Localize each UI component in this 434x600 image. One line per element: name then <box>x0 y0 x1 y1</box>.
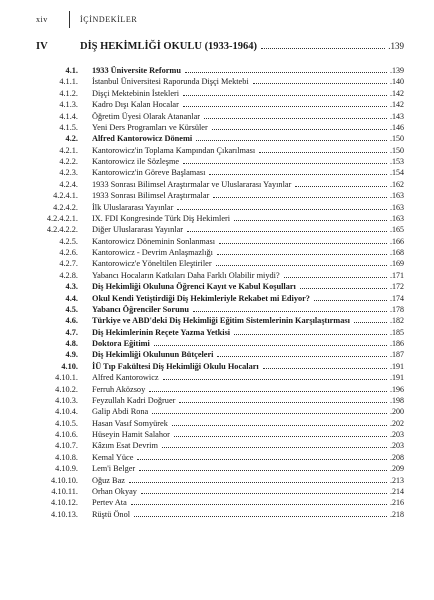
entry-title: Okul Kendi Yetiştirdiği Diş Hekimleriyle Rekabet mi Ediyor? <box>92 293 310 303</box>
entry-number: 4.10.4. <box>55 407 78 417</box>
dot-leader <box>179 402 387 403</box>
dot-leader <box>172 425 387 426</box>
entry-number: 4.6. <box>65 316 78 326</box>
entry-title: Feyzullah Kadri Doğruer <box>92 395 176 405</box>
entry-page: .200 <box>390 407 404 417</box>
entry-title: Yabancı Öğrenciler Sorunu <box>92 304 189 314</box>
dot-leader <box>217 356 387 357</box>
entry-number: 4.10.11. <box>51 486 78 496</box>
toc-list <box>36 65 404 520</box>
entry-page: .142 <box>390 100 404 110</box>
dot-leader <box>204 118 387 119</box>
chapter-heading[interactable] <box>36 41 404 55</box>
toc-entry[interactable] <box>36 258 404 269</box>
entry-title: Hasan Vasıf Somyürek <box>92 418 168 428</box>
entry-title: Diş Hekimliği Okuluna Öğrenci Kayıt ve Kabul Koşulları <box>92 282 296 292</box>
toc-entry[interactable] <box>36 156 404 167</box>
dot-leader <box>234 334 387 335</box>
entry-page: .198 <box>390 395 404 405</box>
entry-page: .163 <box>390 202 404 212</box>
dot-leader <box>174 436 387 437</box>
dot-leader <box>261 48 385 49</box>
entry-number: 4.2.4.2. <box>53 202 78 212</box>
entry-title: Kemal Yüce <box>92 452 134 462</box>
entry-number: 4.3. <box>65 282 78 292</box>
toc-entry[interactable] <box>36 475 404 486</box>
entry-number: 4.2.3. <box>59 168 78 178</box>
dot-leader <box>234 220 387 221</box>
dot-leader <box>213 197 387 198</box>
entry-number: 4.10.2. <box>55 384 78 394</box>
dot-leader <box>137 459 387 460</box>
entry-page: .166 <box>390 236 404 246</box>
dot-leader <box>219 243 387 244</box>
entry-page: .172 <box>390 282 404 292</box>
toc-entry[interactable] <box>36 349 404 360</box>
toc-entry[interactable] <box>36 213 404 224</box>
toc-entry[interactable] <box>36 372 404 383</box>
entry-page: .153 <box>390 157 404 166</box>
entry-number: 4.2.4.1. <box>53 191 78 201</box>
toc-entry[interactable] <box>36 76 404 87</box>
toc-entry[interactable] <box>36 99 404 110</box>
toc-entry[interactable] <box>36 122 404 133</box>
page-header <box>0 0 434 40</box>
entry-page: .140 <box>390 77 404 87</box>
toc-entry[interactable] <box>36 395 404 406</box>
dot-leader <box>196 140 387 141</box>
entry-number: 4.2.1. <box>59 145 78 155</box>
entry-title: Orhan Okyay <box>92 486 137 496</box>
entry-number: 4.1.5. <box>59 122 78 132</box>
toc-entry[interactable] <box>36 133 404 144</box>
entry-page: .169 <box>390 259 404 269</box>
dot-leader <box>183 106 387 107</box>
dot-leader <box>134 516 387 517</box>
entry-page: .162 <box>390 179 404 189</box>
entry-number: 4.5. <box>65 304 78 314</box>
dot-leader <box>163 379 387 380</box>
entry-page: .150 <box>390 145 404 155</box>
toc-entry[interactable] <box>36 236 404 247</box>
entry-number: 4.10.12. <box>51 498 78 508</box>
toc-entry[interactable] <box>36 463 404 474</box>
dot-leader <box>183 163 387 164</box>
entry-page: .208 <box>390 452 404 462</box>
toc-entry[interactable] <box>36 270 404 281</box>
entry-title: Kantorowicz ile Sözleşme <box>92 157 180 166</box>
entry-page: .213 <box>390 475 404 485</box>
dot-leader <box>141 493 387 494</box>
entry-page: .168 <box>390 248 404 257</box>
toc-entry[interactable] <box>36 224 404 235</box>
entry-number: 4.4. <box>65 293 78 303</box>
dot-leader <box>131 504 387 505</box>
dot-leader <box>183 95 387 96</box>
dot-leader <box>209 174 387 175</box>
dot-leader <box>295 186 387 187</box>
dot-leader <box>139 470 387 471</box>
toc-entry[interactable] <box>36 486 404 497</box>
entry-title: IX. FDI Kongresinde Türk Diş Hekimleri <box>92 213 231 223</box>
entry-title: Hüseyin Hamit Salahor <box>92 430 170 439</box>
entry-title: İÜ Tıp Fakültesi Diş Hekimliği Okulu Hocaları <box>92 361 259 371</box>
dot-leader <box>152 413 387 414</box>
entry-title: İstanbul Üniversitesi Raporunda Dişçi Mektebi <box>92 77 249 87</box>
entry-title: Galip Abdi Rona <box>92 407 149 417</box>
entry-page: .163 <box>390 213 404 223</box>
entry-number: 4.2.8. <box>59 270 78 280</box>
entry-number: 4.2. <box>65 134 78 144</box>
entry-title: Lem'i Belger <box>92 464 136 474</box>
entry-title: Türkiye ve ABD'deki Diş Hekimliği Eğitim Sistemlerinin Karşılaştırması <box>92 316 350 326</box>
entry-page: .209 <box>390 464 404 474</box>
entry-title: Öğretim Üyesi Olarak Atananlar <box>92 111 201 121</box>
running-title: İÇİNDEKİLER <box>80 15 138 24</box>
entry-page: .185 <box>390 327 404 337</box>
entry-title: Oğuz Baz <box>92 475 125 485</box>
entry-number: 4.10.10. <box>51 475 78 485</box>
entry-number: 4.1.3. <box>59 100 78 110</box>
entry-title: Yeni Ders Programları ve Kürsüler <box>92 122 208 132</box>
entry-number: 4.1.4. <box>59 111 78 121</box>
entry-title: Kadro Dışı Kalan Hocalar <box>92 100 179 110</box>
dot-leader <box>354 322 387 323</box>
entry-number: 4.10.7. <box>55 441 78 451</box>
dot-leader <box>177 209 387 210</box>
toc-entry[interactable] <box>36 88 404 99</box>
entry-page: .178 <box>390 304 404 314</box>
entry-title: Kantorowicz'in Göreve Başlaması <box>92 168 206 178</box>
entry-title: Kantorowicz Döneminin Sonlanması <box>92 236 216 246</box>
entry-number: 4.2.4. <box>59 179 78 189</box>
entry-page: .191 <box>390 361 404 371</box>
entry-page: .191 <box>390 373 404 383</box>
entry-page: .165 <box>390 225 404 235</box>
entry-page: .196 <box>390 384 404 394</box>
entry-page: .186 <box>390 339 404 348</box>
entry-number: 4.2.6. <box>59 248 78 257</box>
entry-title: Alfred Kantorowicz Dönemi <box>92 134 193 144</box>
entry-title: Doktora Eğitimi <box>92 339 150 348</box>
entry-page: .154 <box>390 168 404 178</box>
entry-title: Diğer Uluslararası Yayınlar <box>92 225 184 235</box>
dot-leader <box>300 288 387 289</box>
entry-page: .203 <box>390 441 404 451</box>
entry-number: 4.10.8. <box>55 452 78 462</box>
entry-title: Alfred Kantorowicz <box>92 373 159 383</box>
entry-number: 4.1. <box>65 66 78 75</box>
entry-title: Pertev Ata <box>92 498 127 508</box>
dot-leader <box>253 83 387 84</box>
entry-page: .139 <box>390 66 404 75</box>
chapter-title: DİŞ HEKİMLİĞİ OKULU (1933-1964) <box>80 41 258 52</box>
entry-title: Kantorowicz'in Toplama Kampından Çıkarılması <box>92 145 256 155</box>
dot-leader <box>193 311 387 312</box>
entry-title: İlk Uluslararası Yayınlar <box>92 202 174 212</box>
entry-page: .150 <box>390 134 404 144</box>
toc-entry[interactable] <box>36 440 404 451</box>
toc-entry[interactable] <box>36 418 404 429</box>
entry-title: Yabancı Hocaların Katkıları Daha Farklı Olabilir miydi? <box>92 270 280 280</box>
dot-leader <box>154 345 387 346</box>
entry-page: .203 <box>390 430 404 439</box>
entry-title: Dişçi Mektebinin İstekleri <box>92 88 180 98</box>
toc-entry[interactable] <box>36 452 404 463</box>
dot-leader <box>129 482 387 483</box>
toc-entry[interactable] <box>36 327 404 338</box>
toc-entry[interactable] <box>36 281 404 292</box>
entry-page: .142 <box>390 88 404 98</box>
toc-entry[interactable] <box>36 497 404 508</box>
dot-leader <box>263 368 387 369</box>
entry-page: .171 <box>390 270 404 280</box>
entry-title: Ferruh Aközsoy <box>92 384 146 394</box>
entry-title: Kantorowicz'e Yöneltilen Eleştiriler <box>92 259 212 269</box>
dot-leader <box>217 254 387 255</box>
entry-page: .146 <box>390 122 404 132</box>
entry-number: 4.10.13. <box>51 509 78 519</box>
toc-entry[interactable] <box>36 145 404 156</box>
entry-number: 4.1.2. <box>59 88 78 98</box>
entry-title: 1933 Sonrası Bilimsel Araştırmalar <box>92 191 210 201</box>
entry-number: 4.2.4.2.1. <box>46 213 78 223</box>
toc-entry[interactable] <box>36 384 404 395</box>
toc-entry[interactable] <box>36 429 404 440</box>
toc-entry[interactable] <box>36 247 404 258</box>
dot-leader <box>212 129 387 130</box>
dot-leader <box>314 300 387 301</box>
dot-leader <box>259 152 387 153</box>
toc-entry[interactable] <box>36 111 404 122</box>
entry-title: 1933 Sonrası Bilimsel Araştırmalar ve Uluslararası Yayınlar <box>92 179 292 189</box>
entry-page: .143 <box>390 111 404 121</box>
entry-page: .214 <box>390 486 404 496</box>
entry-page: .163 <box>390 191 404 201</box>
header-divider <box>69 11 70 28</box>
dot-leader <box>149 391 387 392</box>
page-number: xiv <box>36 15 48 24</box>
toc-entry[interactable] <box>36 293 404 304</box>
entry-number: 4.2.2. <box>59 157 78 166</box>
entry-number: 4.10. <box>61 361 78 371</box>
entry-page: .174 <box>390 293 404 303</box>
entry-number: 4.2.7. <box>59 259 78 269</box>
entry-page: .182 <box>390 316 404 326</box>
toc-entry[interactable] <box>36 338 404 349</box>
dot-leader <box>185 72 387 73</box>
toc-entry[interactable] <box>36 167 404 178</box>
entry-title: Diş Hekimliği Okulunun Bütçeleri <box>92 350 214 360</box>
toc-entry[interactable] <box>36 406 404 417</box>
toc-entry[interactable] <box>36 361 404 372</box>
dot-leader <box>284 277 387 278</box>
entry-title: Kâzım Esat Devrim <box>92 441 158 451</box>
entry-title: Kantorowicz - Devrim Anlaşmazlığı <box>92 248 213 257</box>
toc-entry[interactable] <box>36 190 404 201</box>
entry-title: 1933 Üniversite Reformu <box>92 66 181 75</box>
toc-entry[interactable] <box>36 202 404 213</box>
dot-leader <box>187 231 387 232</box>
chapter-number: IV <box>36 41 48 52</box>
entry-number: 4.9. <box>65 350 78 360</box>
entry-number: 4.10.3. <box>55 395 78 405</box>
entry-number: 4.7. <box>65 327 78 337</box>
dot-leader <box>216 265 387 266</box>
toc-entry[interactable] <box>36 304 404 315</box>
entry-number: 4.10.1. <box>55 373 78 383</box>
entry-title: Diş Hekimlerinin Reçete Yazma Yetkisi <box>92 327 231 337</box>
entry-page: .187 <box>390 350 404 360</box>
toc-entry[interactable] <box>36 65 404 76</box>
entry-number: 4.10.6. <box>55 430 78 439</box>
dot-leader <box>162 447 387 448</box>
toc-entry[interactable] <box>36 509 404 520</box>
entry-number: 4.10.9. <box>55 464 78 474</box>
chapter-page: .139 <box>388 41 404 51</box>
entry-number: 4.2.4.2.2. <box>46 225 78 235</box>
entry-page: .202 <box>390 418 404 428</box>
entry-number: 4.1.1. <box>59 77 78 87</box>
entry-number: 4.8. <box>65 339 78 348</box>
entry-number: 4.2.5. <box>59 236 78 246</box>
entry-page: .218 <box>390 509 404 519</box>
entry-number: 4.10.5. <box>55 418 78 428</box>
entry-page: .216 <box>390 498 404 508</box>
toc-entry[interactable] <box>36 315 404 326</box>
entry-title: Rüştü Önol <box>92 509 131 519</box>
toc-entry[interactable] <box>36 179 404 190</box>
